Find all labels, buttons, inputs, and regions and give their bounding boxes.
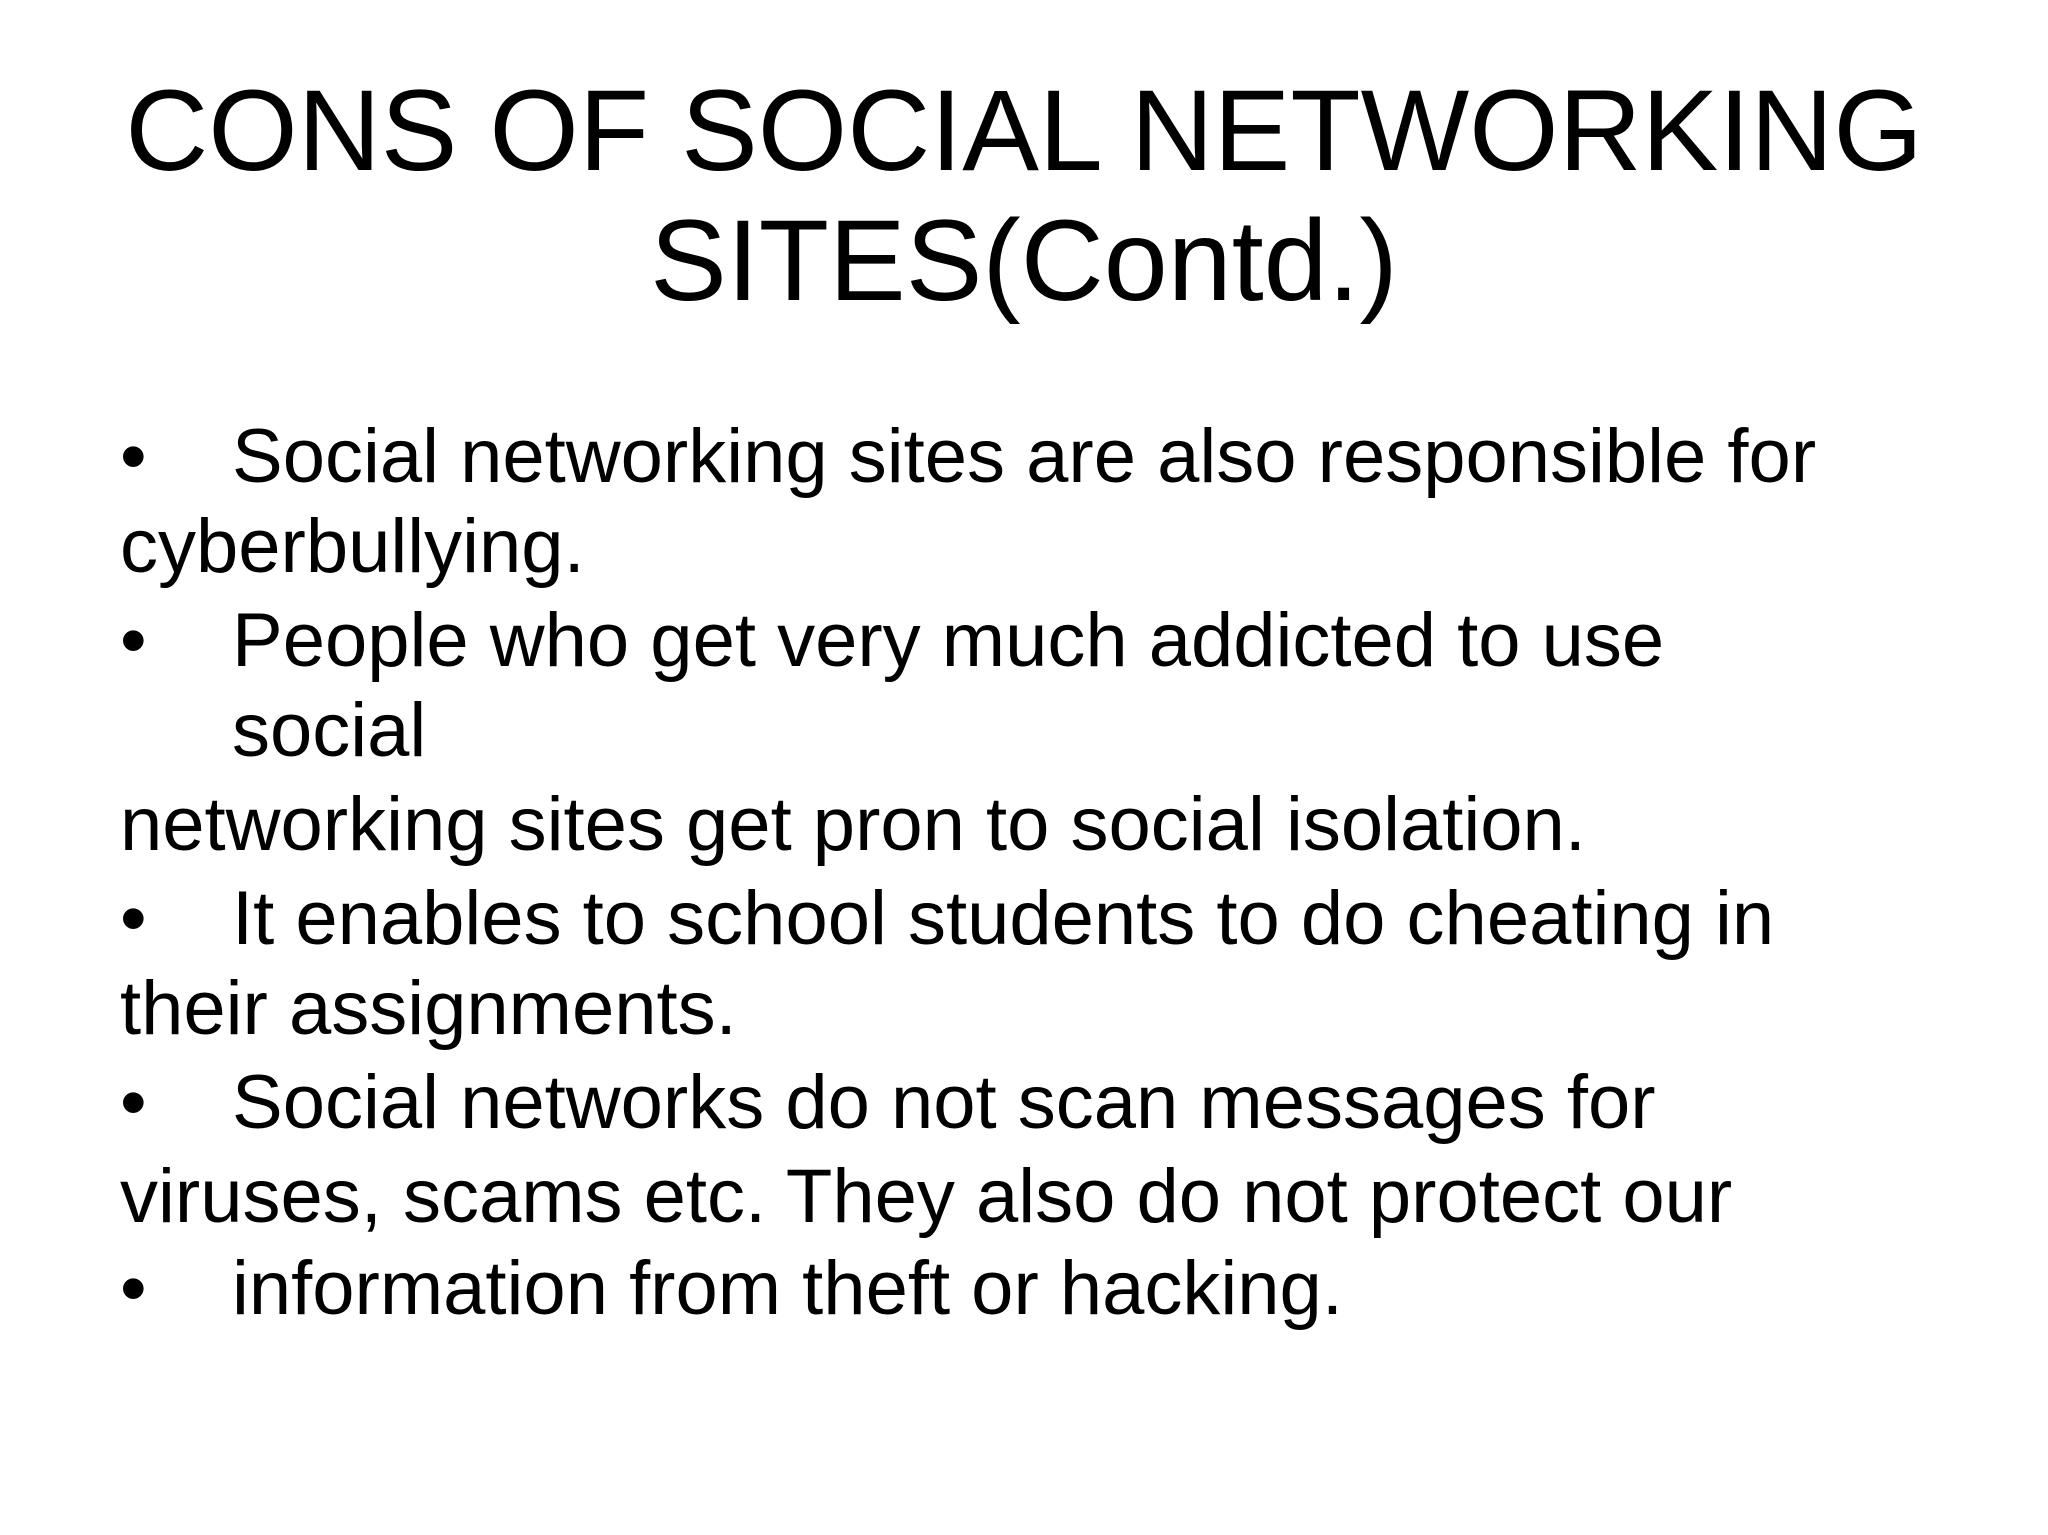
list-item-text: Social networking sites are also responsible for — [232, 414, 1817, 499]
list-item-text: social — [232, 688, 427, 773]
title-line: SITES(Contd.) — [650, 197, 1398, 325]
list-item-text: viruses, scams etc. They also do not protect our — [120, 1154, 1733, 1239]
title-line: CONS OF SOCIAL NETWORKING — [125, 67, 1923, 195]
list-item-text: Social networks do not scan messages for — [232, 1060, 1656, 1145]
list-item-text: It enables to school students to do cheating in — [232, 876, 1775, 961]
list-item-text: networking sites get pron to social isolation. — [120, 782, 1586, 867]
slide-title — [100, 66, 1948, 326]
bullet-icon: • — [120, 1060, 147, 1145]
list-item-text: cyberbullying. — [120, 504, 585, 589]
list-item-text: information from theft or hacking. — [232, 1246, 1343, 1331]
list-item-text: People who get very much addicted to use — [232, 598, 1665, 683]
bullet-icon: • — [120, 876, 147, 961]
bullet-icon: • — [120, 1246, 147, 1331]
bullet-icon: • — [120, 598, 147, 683]
bullet-icon: • — [120, 414, 147, 499]
list-item-text: their assignments. — [120, 966, 737, 1051]
